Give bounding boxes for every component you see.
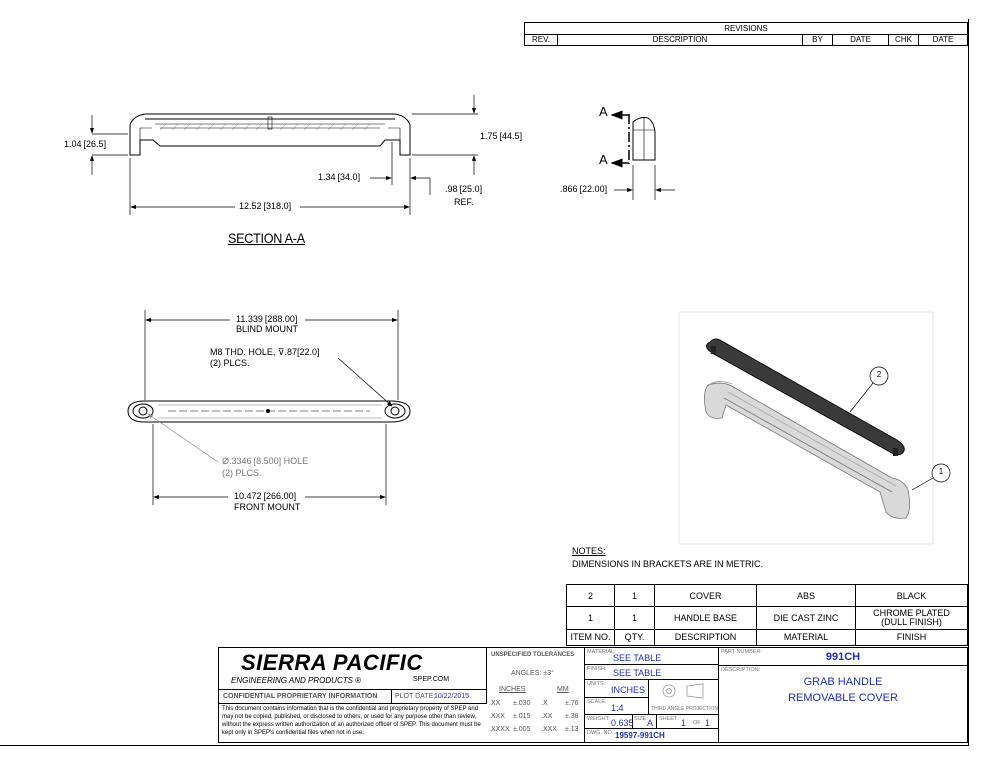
bracket-open-9: [ — [253, 456, 257, 466]
material-cell — [585, 648, 719, 665]
company-name: SIERRA PACIFIC — [241, 650, 423, 675]
company-sub — [231, 676, 361, 685]
notes-title: NOTES: — [572, 546, 606, 556]
title-block — [218, 647, 968, 743]
tol-mm-fmt: .XX — [541, 713, 553, 720]
bom-header-item: ITEM NO. — [567, 630, 615, 645]
tolerances-section — [487, 648, 585, 742]
plan-view-profile — [128, 401, 410, 422]
company-sub-text: ENGINEERING AND PRODUCTS — [231, 676, 353, 685]
weight-value: 0.635 — [611, 718, 634, 728]
description-line-2: REMOVABLE COVER — [788, 692, 898, 704]
dim-length-value: 12.52 — [239, 201, 262, 211]
plot-date-label: PLOT DATE: — [395, 693, 436, 700]
weight-label: WEIGHT: — [587, 716, 610, 722]
dim-front — [234, 491, 296, 501]
bracket-open-1: [ — [83, 139, 87, 149]
thread-depth-value: .87 — [284, 347, 297, 357]
bracket-open-4: [ — [459, 184, 463, 194]
sheet-cell — [657, 715, 719, 729]
dim-total-height-value: 1.75 — [480, 131, 498, 141]
front-mount-label: FRONT MOUNT — [234, 502, 301, 512]
dim-offset — [318, 172, 360, 182]
description-line-1: GRAB HANDLE — [803, 676, 883, 688]
dim-height-value: 1.04 — [64, 139, 82, 149]
rev-header-chk: CHK — [889, 34, 919, 46]
hole-suffix: HOLE — [283, 456, 309, 466]
bracket-open-3: [ — [337, 172, 341, 182]
confidential-title: CONFIDENTIAL PROPRIETARY INFORMATION — [223, 693, 378, 700]
thread-note-text: M8 THD. HOLE, — [210, 347, 276, 357]
hole-note — [222, 456, 308, 466]
company-section — [219, 648, 487, 690]
bracket-close-2: ] — [519, 131, 523, 141]
bracket-close-4: ] — [479, 184, 483, 194]
bracket-open-10: [ — [263, 491, 267, 501]
thread-note-line2: (2) PLCS. — [210, 358, 250, 368]
company-website: SPEP.COM — [413, 676, 450, 683]
tol-in-fmt: .XXXX — [489, 726, 510, 733]
units-label: UNITS: — [587, 681, 606, 687]
hole-dia-value: .3346 — [229, 456, 252, 466]
size-label: SIZE: — [634, 716, 648, 722]
bracket-close-8: ] — [317, 347, 320, 357]
dim-width — [560, 184, 607, 194]
bracket-close-3: ] — [357, 172, 361, 182]
tol-angles: ANGLES: ±3° — [511, 670, 554, 677]
finish-cell — [585, 665, 719, 680]
bom-row-2-description: HANDLE BASE — [655, 607, 757, 630]
bracket-open-2: [ — [499, 131, 503, 141]
part-number-cell — [719, 648, 967, 666]
dim-total-height-mm: 44.5 — [502, 131, 520, 141]
dwg-cell — [585, 729, 719, 742]
tol-in-fmt: .XXX — [489, 713, 505, 720]
bom-row-2-material: DIE CAST ZINC — [757, 607, 856, 630]
units-value: INCHES — [611, 685, 646, 695]
projection-cell — [649, 680, 719, 715]
tol-mm-fmt: .XXX — [541, 726, 557, 733]
thread-depth-mm: 22.0 — [299, 347, 318, 357]
revisions-title: REVISIONS — [525, 23, 967, 35]
bracket-open-5: [ — [263, 201, 267, 211]
bracket-open-6: [ — [579, 184, 583, 194]
bom-row-2-finish-2: (DULL FINISH) — [881, 617, 942, 627]
sheet-total: 1 — [705, 718, 711, 728]
dim-front-value: 10.472 — [234, 491, 262, 501]
dim-length-mm: 318.0 — [266, 201, 289, 211]
dim-total-height — [480, 131, 522, 141]
tol-in-val: ±.015 — [513, 713, 531, 720]
balloon-2: 2 — [876, 370, 882, 379]
rev-header-rev: REV. — [525, 34, 558, 46]
dim-ref-mm: 25.0 — [462, 184, 480, 194]
bracket-close-7: ] — [294, 314, 298, 324]
section-view-profile — [130, 114, 410, 155]
bom-row-1-qty: 1 — [615, 585, 655, 607]
of-label: OF — [693, 720, 701, 726]
bracket-open-8: [ — [296, 347, 300, 357]
bom-row-1-finish: BLACK — [856, 585, 967, 607]
dim-blind-mm: 288.00 — [267, 314, 295, 324]
depth-symbol-icon: ⊽ — [277, 347, 285, 357]
bom-table — [566, 584, 968, 646]
material-label: MATERIAL: — [587, 649, 616, 655]
rev-header-date-2: DATE — [932, 35, 954, 44]
dim-blind — [236, 314, 297, 324]
legal-text: This document contains information that is the confidential and proprietary property of SPEP and may not be copied, published, or disclosed to others, or used for any purpose other than review, without the express written authorization of an authorized officer of SPEP. This document must be kept only in SPEP's confidential files when not in use. — [222, 706, 481, 736]
hole-note-line2: (2) PLCS. — [222, 468, 262, 478]
scale-label: SCALE: — [587, 699, 607, 705]
tol-mm-val: ±.76 — [565, 700, 579, 707]
bom-header-material: MATERIAL — [757, 630, 856, 645]
third-angle-projection-icon — [649, 680, 719, 706]
bracket-open-7: [ — [264, 314, 268, 324]
end-view-profile — [633, 118, 655, 161]
finish-label: FINISH: — [587, 666, 607, 672]
dim-height-mm: 26.5 — [86, 139, 104, 149]
size-value: A — [647, 718, 654, 728]
bom-header-description: DESCRIPTION — [655, 630, 757, 645]
bom-row-2-finish: CHROME PLATED — [873, 608, 950, 618]
diameter-symbol-icon: Ø — [222, 456, 230, 466]
bom-row-1-item: 2 — [567, 585, 615, 607]
units-cell — [585, 680, 649, 698]
dim-blind-value: 11.339 — [236, 314, 263, 324]
part-section — [719, 648, 967, 742]
bom-row-2-qty: 1 — [615, 607, 655, 630]
tol-mm-fmt: .X — [541, 700, 548, 707]
notes-line-1: DIMENSIONS IN BRACKETS ARE IN METRIC. — [572, 559, 764, 569]
bom-row-1-material: ABS — [757, 585, 856, 607]
bracket-close-5: ] — [288, 201, 292, 211]
dim-width-value: .866 — [560, 184, 578, 194]
part-number-label: PART NUMBER: — [721, 649, 762, 655]
balloon-1: 1 — [938, 467, 944, 476]
part-number-value: 991CH — [825, 651, 861, 663]
dwg-label: DWG. NO.: — [587, 730, 615, 736]
bracket-close-1: ] — [103, 139, 107, 149]
dim-ref-value: .98 — [445, 184, 458, 194]
hole-dia-mm: 8.500 — [256, 456, 279, 466]
tol-inches-label: INCHES — [499, 686, 526, 693]
section-letter-top: A — [599, 104, 608, 119]
tol-in-val: ±.005 — [513, 726, 531, 733]
bom-header-finish: FINISH — [896, 632, 927, 642]
bom-header-qty: QTY. — [615, 630, 655, 645]
thread-note — [210, 347, 320, 358]
weight-cell — [585, 715, 633, 729]
sheet-value: 1 — [681, 718, 687, 728]
rev-header-by: BY — [803, 34, 833, 46]
dim-height-lines — [92, 95, 478, 215]
plot-date-sep — [391, 690, 392, 703]
tol-in-val: ±.030 — [513, 700, 531, 707]
dim-ref-label: REF. — [454, 197, 474, 207]
dim-height — [64, 139, 106, 149]
scale-cell — [585, 698, 649, 715]
dim-offset-value: 1.34 — [318, 172, 336, 182]
sheet-label: SHEET — [659, 716, 678, 722]
confidential-header — [219, 690, 487, 704]
dim-length — [239, 201, 291, 211]
tol-in-fmt: .XX — [489, 700, 501, 707]
registered-icon: ® — [355, 676, 362, 685]
bom-row-2-item: 1 — [567, 607, 615, 630]
tol-mm-label: MM — [557, 686, 569, 693]
rev-header-description: DESCRIPTION — [558, 34, 803, 46]
finish-value: SEE TABLE — [613, 668, 662, 678]
projection-label: THIRD ANGLE PROJECTION — [651, 706, 718, 712]
hole-leader — [148, 414, 218, 462]
bom-row-2-finish-cell — [856, 607, 967, 630]
bracket-close-6: ] — [604, 184, 608, 194]
material-value: SEE TABLE — [613, 653, 662, 663]
dwg-value: 19597-991CH — [615, 731, 665, 740]
spec-section — [585, 648, 719, 742]
description-label: DESCRIPTION: — [721, 667, 761, 673]
tolerances-title: UNSPECIFIED TOLERANCES — [491, 652, 575, 658]
tol-mm-val: ±.38 — [565, 713, 579, 720]
rev-header-date: DATE — [833, 34, 889, 46]
size-cell — [633, 715, 657, 729]
blind-mount-label: BLIND MOUNT — [236, 324, 299, 334]
dim-front-mm: 266.00 — [266, 491, 294, 501]
plot-date-value: 10/22/2015 — [434, 693, 470, 700]
dim-ref — [445, 184, 482, 194]
section-view-title: SECTION A-A — [228, 230, 305, 246]
scale-value: 1:4 — [611, 703, 624, 713]
section-letter-bottom: A — [599, 152, 608, 167]
bracket-close-10: ] — [293, 491, 297, 501]
dim-offset-mm: 34.0 — [340, 172, 358, 182]
tol-mm-val: ±.13 — [565, 726, 579, 733]
plan-dim-lines — [145, 310, 398, 505]
dim-width-mm: 22.00 — [582, 184, 605, 194]
bom-row-1-description: COVER — [655, 585, 757, 607]
section-cut-line — [612, 114, 675, 200]
bracket-close-9: ] — [278, 456, 282, 466]
